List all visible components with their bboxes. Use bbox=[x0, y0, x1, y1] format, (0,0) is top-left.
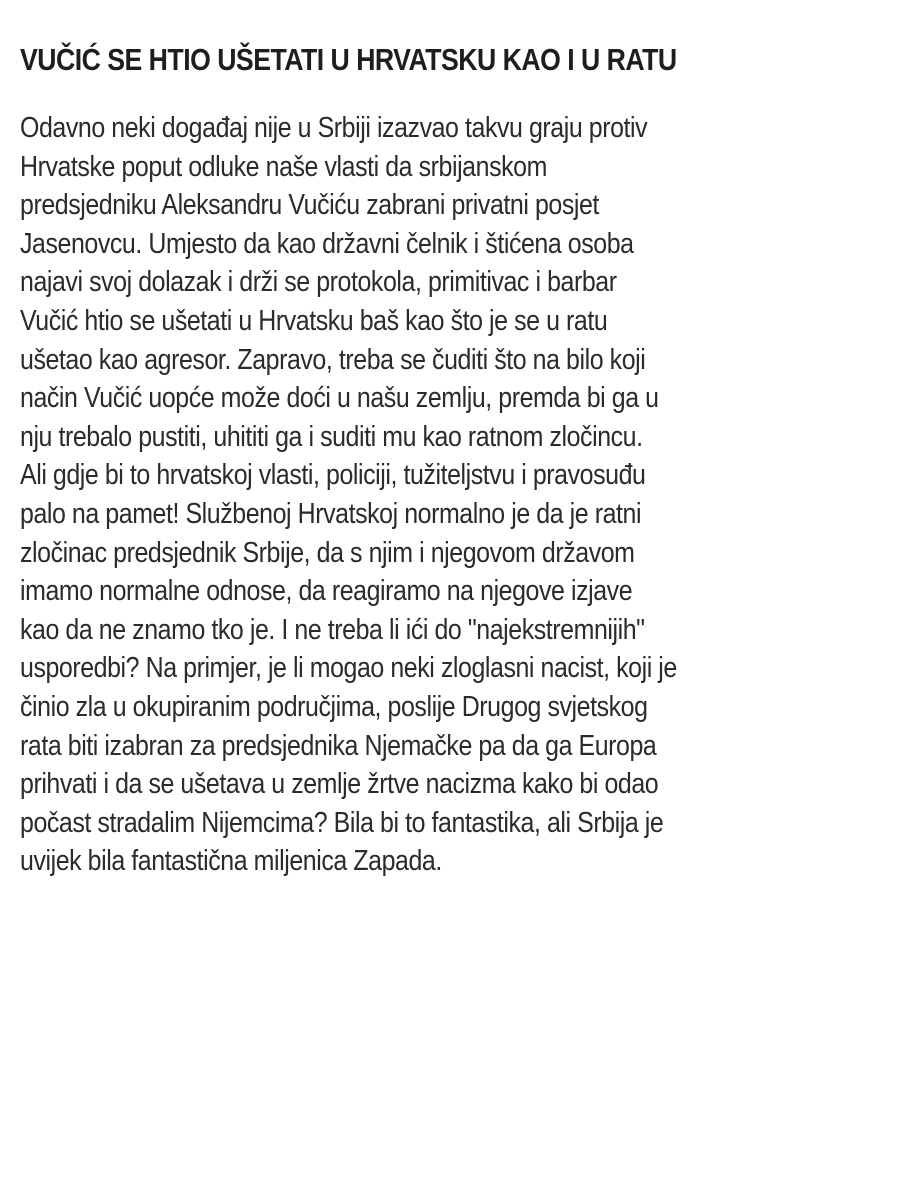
body-line: način Vučić uopće može doći u našu zemlju, premda bi ga u bbox=[20, 382, 659, 415]
body-line: Vučić htio se ušetati u Hrvatsku baš kao što je se u ratu bbox=[20, 304, 608, 337]
body-line: Jasenovcu. Umjesto da kao državni čelnik i štićena osoba bbox=[20, 227, 634, 260]
body-line: rata biti izabran za predsjednika Njemačke pa da ga Europa bbox=[20, 729, 657, 762]
body-line: nju trebalo pustiti, uhititi ga i suditi mu kao ratnom zločincu. bbox=[20, 420, 643, 453]
body-line: zločinac predsjednik Srbije, da s njim i njegovom državom bbox=[20, 536, 635, 569]
body-line: imamo normalne odnose, da reagiramo na njegove izjave bbox=[20, 575, 633, 608]
body-line: Hrvatske poput odluke naše vlasti da srbijanskom bbox=[20, 150, 547, 183]
body-line: ušetao kao agresor. Zapravo, treba se čuditi što na bilo koji bbox=[20, 343, 646, 376]
body-line: najavi svoj dolazak i drži se protokola, primitivac i barbar bbox=[20, 266, 617, 299]
body-line: prihvati i da se ušetava u zemlje žrtve nacizma kako bi odao bbox=[20, 768, 659, 801]
article bbox=[20, 40, 880, 881]
body-line: činio zla u okupiranim područjima, poslije Drugog svjetskog bbox=[20, 690, 648, 723]
body-line: palo na pamet! Službenoj Hrvatskoj normalno je da je ratni bbox=[20, 497, 642, 530]
body-line: predsjedniku Aleksandru Vučiću zabrani privatni posjet bbox=[20, 189, 599, 222]
body-line: počast stradalim Nijemcima? Bila bi to fantastika, ali Srbija je bbox=[20, 806, 664, 839]
article-headline: VUČIĆ SE HTIO UŠETATI U HRVATSKU KAO I U RATU bbox=[20, 42, 677, 77]
body-line: kao da ne znamo tko je. I ne treba li ići do "najekstremnijih" bbox=[20, 613, 645, 646]
body-line: uvijek bila fantastična miljenica Zapada. bbox=[20, 845, 442, 878]
body-line: usporedbi? Na primjer, je li mogao neki zloglasni nacist, koji je bbox=[20, 652, 677, 685]
body-line: Ali gdje bi to hrvatskoj vlasti, policiji, tužiteljstvu i pravosuđu bbox=[20, 459, 646, 492]
body-line: Odavno neki događaj nije u Srbiji izazvao takvu graju protiv bbox=[20, 112, 648, 144]
article-body bbox=[20, 109, 880, 881]
